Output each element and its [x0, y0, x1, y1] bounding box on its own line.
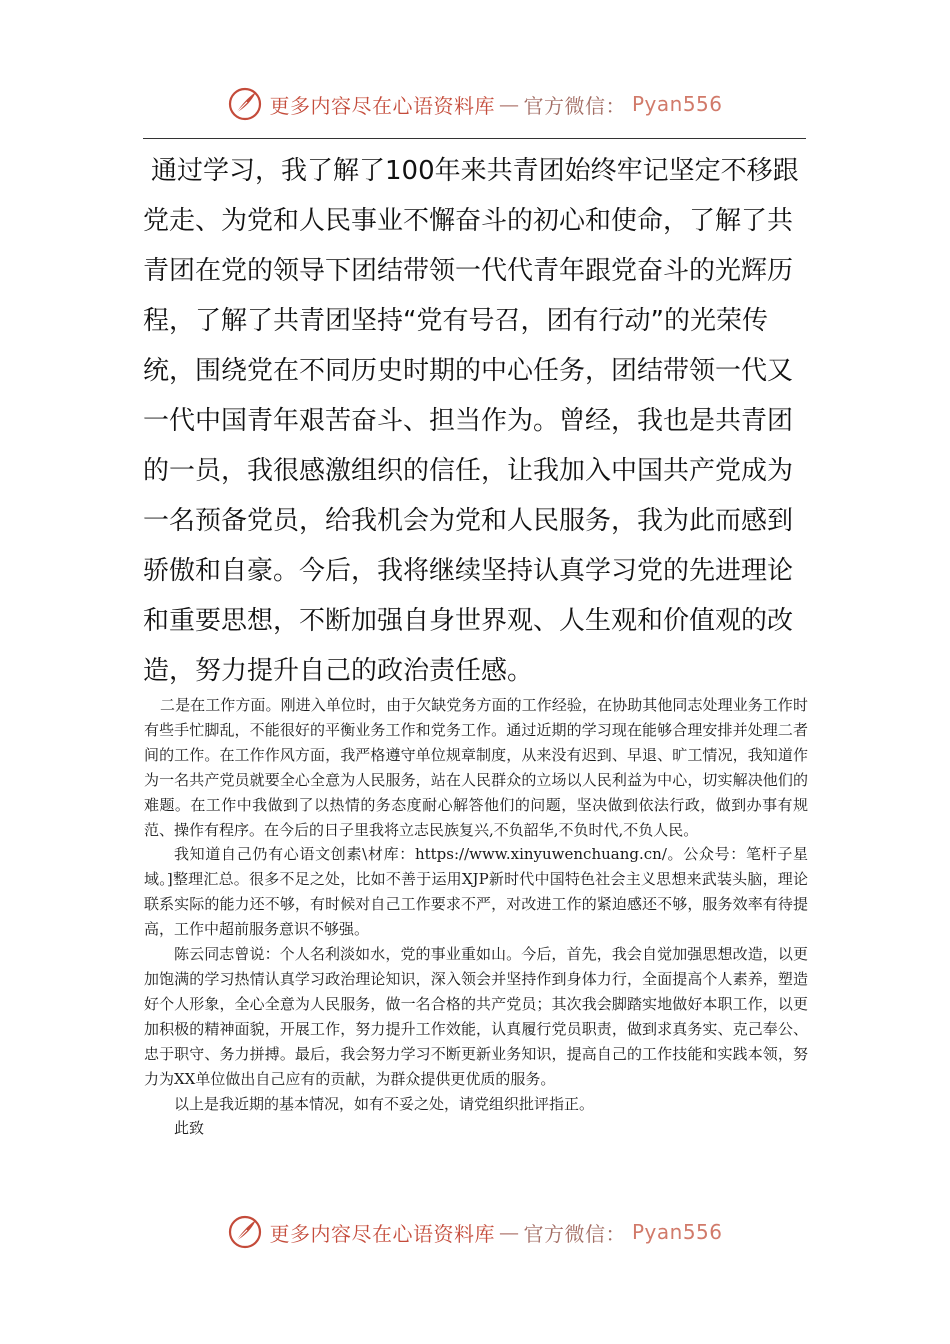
footer-brand-text: 更多内容尽在心语资料库 — [269, 1221, 495, 1246]
quill-logo-icon — [227, 86, 263, 122]
header-brand-text: 更多内容尽在心语资料库 — [269, 93, 495, 118]
quill-logo-icon — [227, 1214, 263, 1250]
page-footer — [0, 1212, 950, 1252]
header-wechat-id: Pyan556 — [631, 92, 723, 116]
body-text — [144, 693, 808, 1141]
paragraph-work: 二是在工作方面。刚进入单位时，由于欠缺党务方面的工作经验，在协助其他同志处理业务工作时有些手忙脚乱，不能很好的平衡业务工作和党务工作。通过近期的学习现在能够合理安排并处理二者间的工作。在工作作风方面，我严格遵守单位规章制度，从来没有迟到、早退、旷工情况，我知道作为一名共产党员就要全心全意为人民服务，站在人民群众的立场以人民利益为中心，切实解决他们的难题。在工作中我做到了以热情的务态度耐心解答他们的问题，坚决做到依法行政，做到办事有规范、操作有程序。在今后的日子里我将立志民族复兴,不负韶华,不负时代,不负人民。 — [144, 696, 808, 839]
paragraph-closing: 以上是我近期的基本情况，如有不妥之处，请党组织批评指正。 — [174, 1094, 595, 1113]
footer-wechat-label: 官方微信： — [523, 1221, 626, 1246]
page-header — [0, 84, 950, 124]
footer-dash: — — [498, 1220, 520, 1244]
footer-wechat-id: Pyan556 — [631, 1220, 723, 1244]
paragraph-plans: 陈云同志曾说：个人名利淡如水，党的事业重如山。今后，首先，我会自觉加强思想改造，以更加饱满的学习热情认真学习政治理论知识，深入领会并坚持作到身体力行，全面提高个人素养，塑造好个人形象，全心全意为人民服务，做一名合格的共产党员；其次我会脚踏实地做好本职工作，以更加积极的精神面貌，开展工作，努力提升工作效能，认真履行党员职责，做到求真务实、克己奉公、忠于职守、务力拼搏。最后，我会努力学习不断更新业务知识，提高自己的工作技能和实践本领，努力为XX单位做出自己应有的贡献，为群众提供更优质的服务。 — [144, 945, 808, 1088]
paragraph-salutation: 此致 — [174, 1119, 205, 1138]
footer-brand — [269, 1218, 722, 1247]
lead-paragraph: 通过学习，我了解了100年来共青团始终牢记坚定不移跟党走、为党和人民事业不懈奋斗的初心和使命，了解了共青团在党的领导下团结带领一代代青年跟党奋斗的光辉历程，了解了共青团坚持“党有号召，团有行动”的光荣传统，围绕党在不同历史时期的中心任务，团结带领一代又一代中国青年艰苦奋斗、担当作为。曾经，我也是共青团的一员，我很感激组织的信任，让我加入中国共产党成为一名预备党员，给我机会为党和人民服务，我为此而感到骄傲和自豪。今后，我将继续坚持认真学习党的先进理论和重要思想，不断加强自身世界观、人生观和价值观的改造，努力提升自己的政治责任感。 — [143, 156, 799, 686]
header-brand — [269, 90, 722, 119]
paragraph-shortcomings: 我知道自己仍有心语文创素\材库：https://www.xinyuwenchuang.cn/。公众号：笔杆子星域。]整理汇总。很多不足之处，比如不善于运用XJP新时代中国特色社会主义思想来武装头脑，理论联系实际的能力还不够，有时候对自己工作要求不严，对改进工作的紧迫感还不够，服务效率有待提高，工作中超前服务意识不够强。 — [144, 845, 808, 939]
header-divider — [143, 138, 806, 139]
header-wechat-label: 官方微信： — [523, 93, 626, 118]
header-dash: — — [498, 92, 520, 116]
